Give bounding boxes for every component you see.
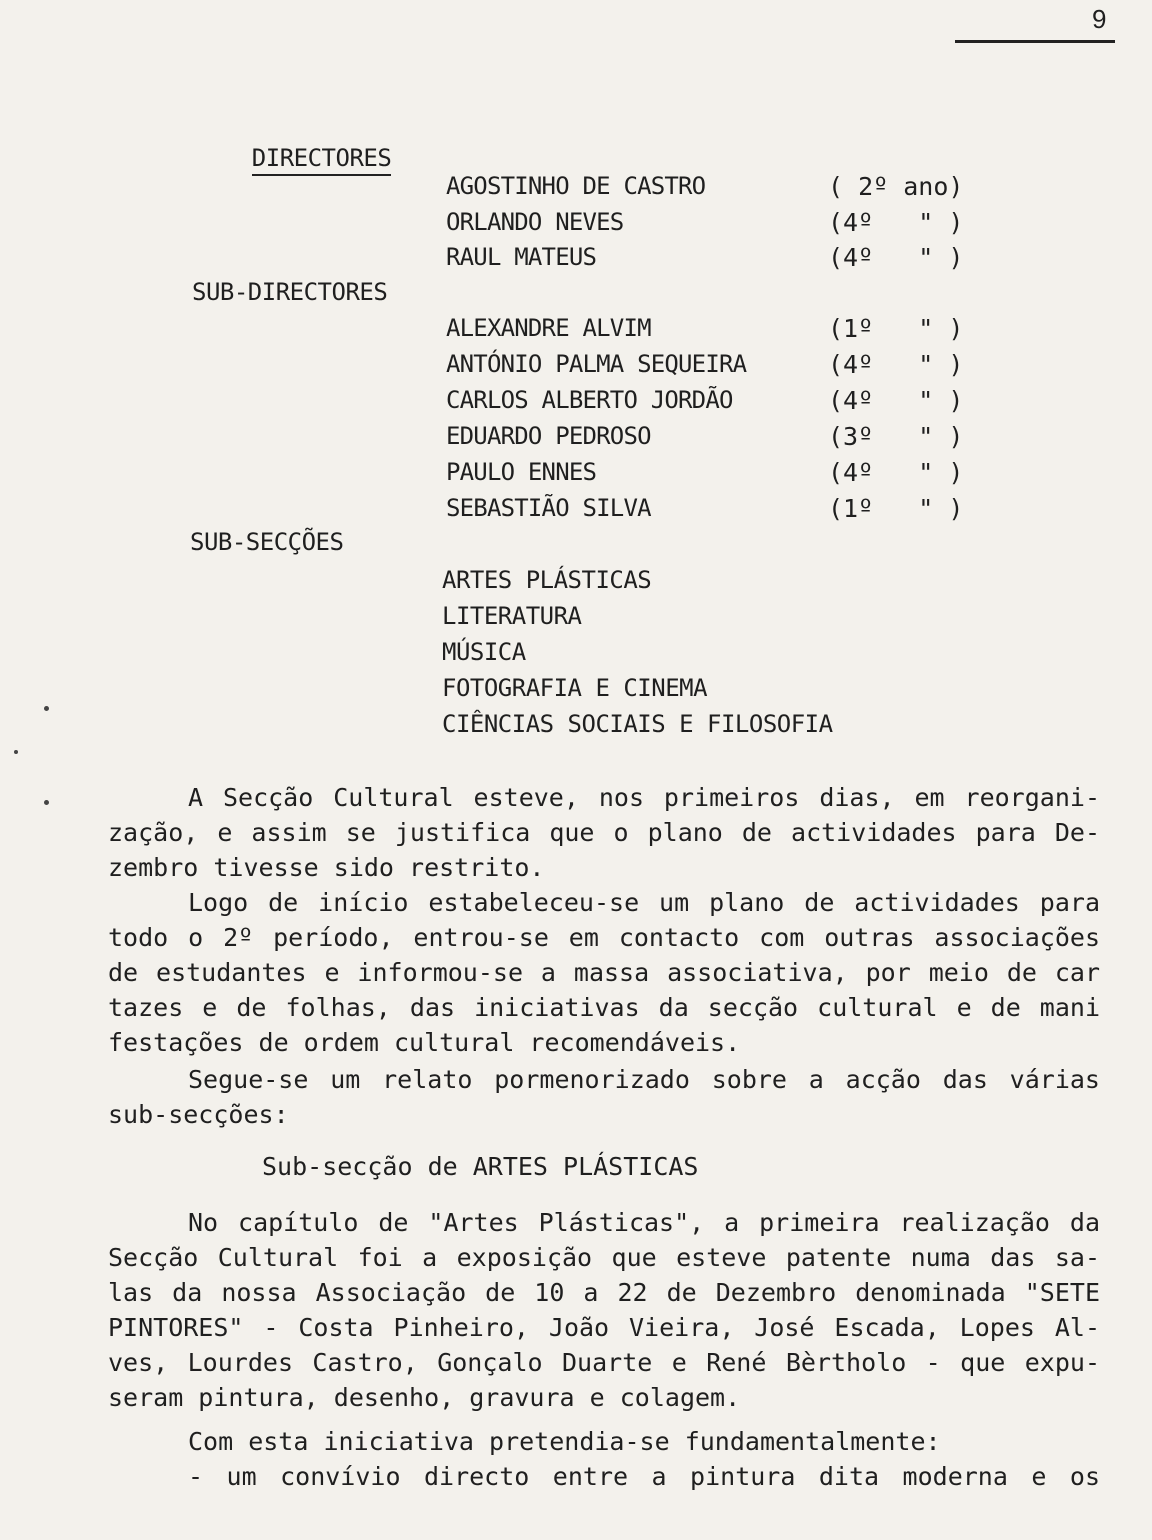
sub-seccao-item: MÚSICA xyxy=(442,638,526,666)
sub-director-name: ANTÓNIO PALMA SEQUEIRA xyxy=(446,350,747,378)
subsection-title: Sub-secção de ARTES PLÁSTICAS xyxy=(262,1152,699,1181)
paragraph-3 xyxy=(108,1062,1100,1132)
sub-seccao-item: CIÊNCIAS SOCIAIS E FILOSOFIA xyxy=(442,710,833,738)
sub-director-year: (1º " ) xyxy=(828,494,964,523)
sub-seccoes-heading: SUB-SECÇÕES xyxy=(190,528,344,556)
paragraph-4 xyxy=(108,1205,1100,1415)
paragraph-line: todo o 2º período, entrou-se em contacto com outras associações xyxy=(108,923,1100,952)
sub-directores-heading: SUB-DIRECTORES xyxy=(192,278,388,306)
scan-speck xyxy=(44,706,49,711)
paragraph-line: Logo de início estabeleceu-se um plano de actividades para xyxy=(188,888,1100,917)
director-year: ( 2º ano) xyxy=(828,172,964,201)
sub-director-year: (4º " ) xyxy=(828,386,964,415)
page-number-rule xyxy=(955,40,1115,43)
paragraph-line: A Secção Cultural esteve, nos primeiros dias, em reorgani- xyxy=(188,783,1100,812)
sub-director-name: ALEXANDRE ALVIM xyxy=(446,314,651,342)
paragraph-line: Com esta iniciativa pretendia-se fundamentalmente: xyxy=(188,1427,941,1456)
sub-seccao-item: FOTOGRAFIA E CINEMA xyxy=(442,674,708,702)
paragraph-line: - um convívio directo entre a pintura dita moderna e os xyxy=(188,1462,1100,1491)
sub-director-year: (4º " ) xyxy=(828,458,964,487)
sub-director-name: SEBASTIÃO SILVA xyxy=(446,494,651,522)
paragraph-line: Segue-se um relato pormenorizado sobre a acção das várias xyxy=(188,1065,1100,1094)
paragraph-line: No capítulo de "Artes Plásticas", a primeira realização da xyxy=(188,1208,1100,1237)
paragraph-line: zação, e assim se justifica que o plano de actividades para De- xyxy=(108,818,1100,847)
sub-seccao-item: LITERATURA xyxy=(442,602,582,630)
sub-seccao-item: ARTES PLÁSTICAS xyxy=(442,566,652,594)
paragraph-line: tazes e de folhas, das iniciativas da secção cultural e de mani xyxy=(108,993,1100,1022)
paragraph-line: seram pintura, desenho, gravura e colagem. xyxy=(108,1383,741,1412)
paragraph-line: zembro tivesse sido restrito. xyxy=(108,853,545,882)
paragraph-line: sub-secções: xyxy=(108,1100,289,1129)
paragraph-line: ves, Lourdes Castro, Gonçalo Duarte e René Bèrtholo - que expu- xyxy=(108,1348,1100,1377)
page-number: 9 xyxy=(1092,4,1107,34)
directores-heading xyxy=(196,116,391,200)
sub-director-year: (1º " ) xyxy=(828,314,964,343)
sub-director-name: PAULO ENNES xyxy=(446,458,597,486)
sub-director-year: (3º " ) xyxy=(828,422,964,451)
directores-heading-text: DIRECTORES xyxy=(252,144,392,176)
director-year: (4º " ) xyxy=(828,208,964,237)
director-name: ORLANDO NEVES xyxy=(446,208,624,236)
paragraph-2 xyxy=(108,885,1100,1060)
scan-speck xyxy=(44,800,49,805)
paragraph-line: Secção Cultural foi a exposição que esteve patente numa das sa- xyxy=(108,1243,1100,1272)
sub-director-name: CARLOS ALBERTO JORDÃO xyxy=(446,386,733,414)
director-name: AGOSTINHO DE CASTRO xyxy=(446,172,706,200)
director-name: RAUL MATEUS xyxy=(446,243,597,271)
paragraph-5 xyxy=(108,1424,1100,1494)
paragraph-line: las da nossa Associação de 10 a 22 de Dezembro denominada "SETE xyxy=(108,1278,1100,1307)
sub-director-name: EDUARDO PEDROSO xyxy=(446,422,651,450)
scan-speck xyxy=(14,750,18,754)
paragraph-line: de estudantes e informou-se a massa associativa, por meio de car xyxy=(108,958,1100,987)
sub-director-year: (4º " ) xyxy=(828,350,964,379)
paragraph-line: festações de ordem cultural recomendáveis. xyxy=(108,1028,741,1057)
paragraph-1 xyxy=(108,780,1100,885)
director-year: (4º " ) xyxy=(828,243,964,272)
paragraph-line: PINTORES" - Costa Pinheiro, João Vieira, José Escada, Lopes Al- xyxy=(108,1313,1100,1342)
